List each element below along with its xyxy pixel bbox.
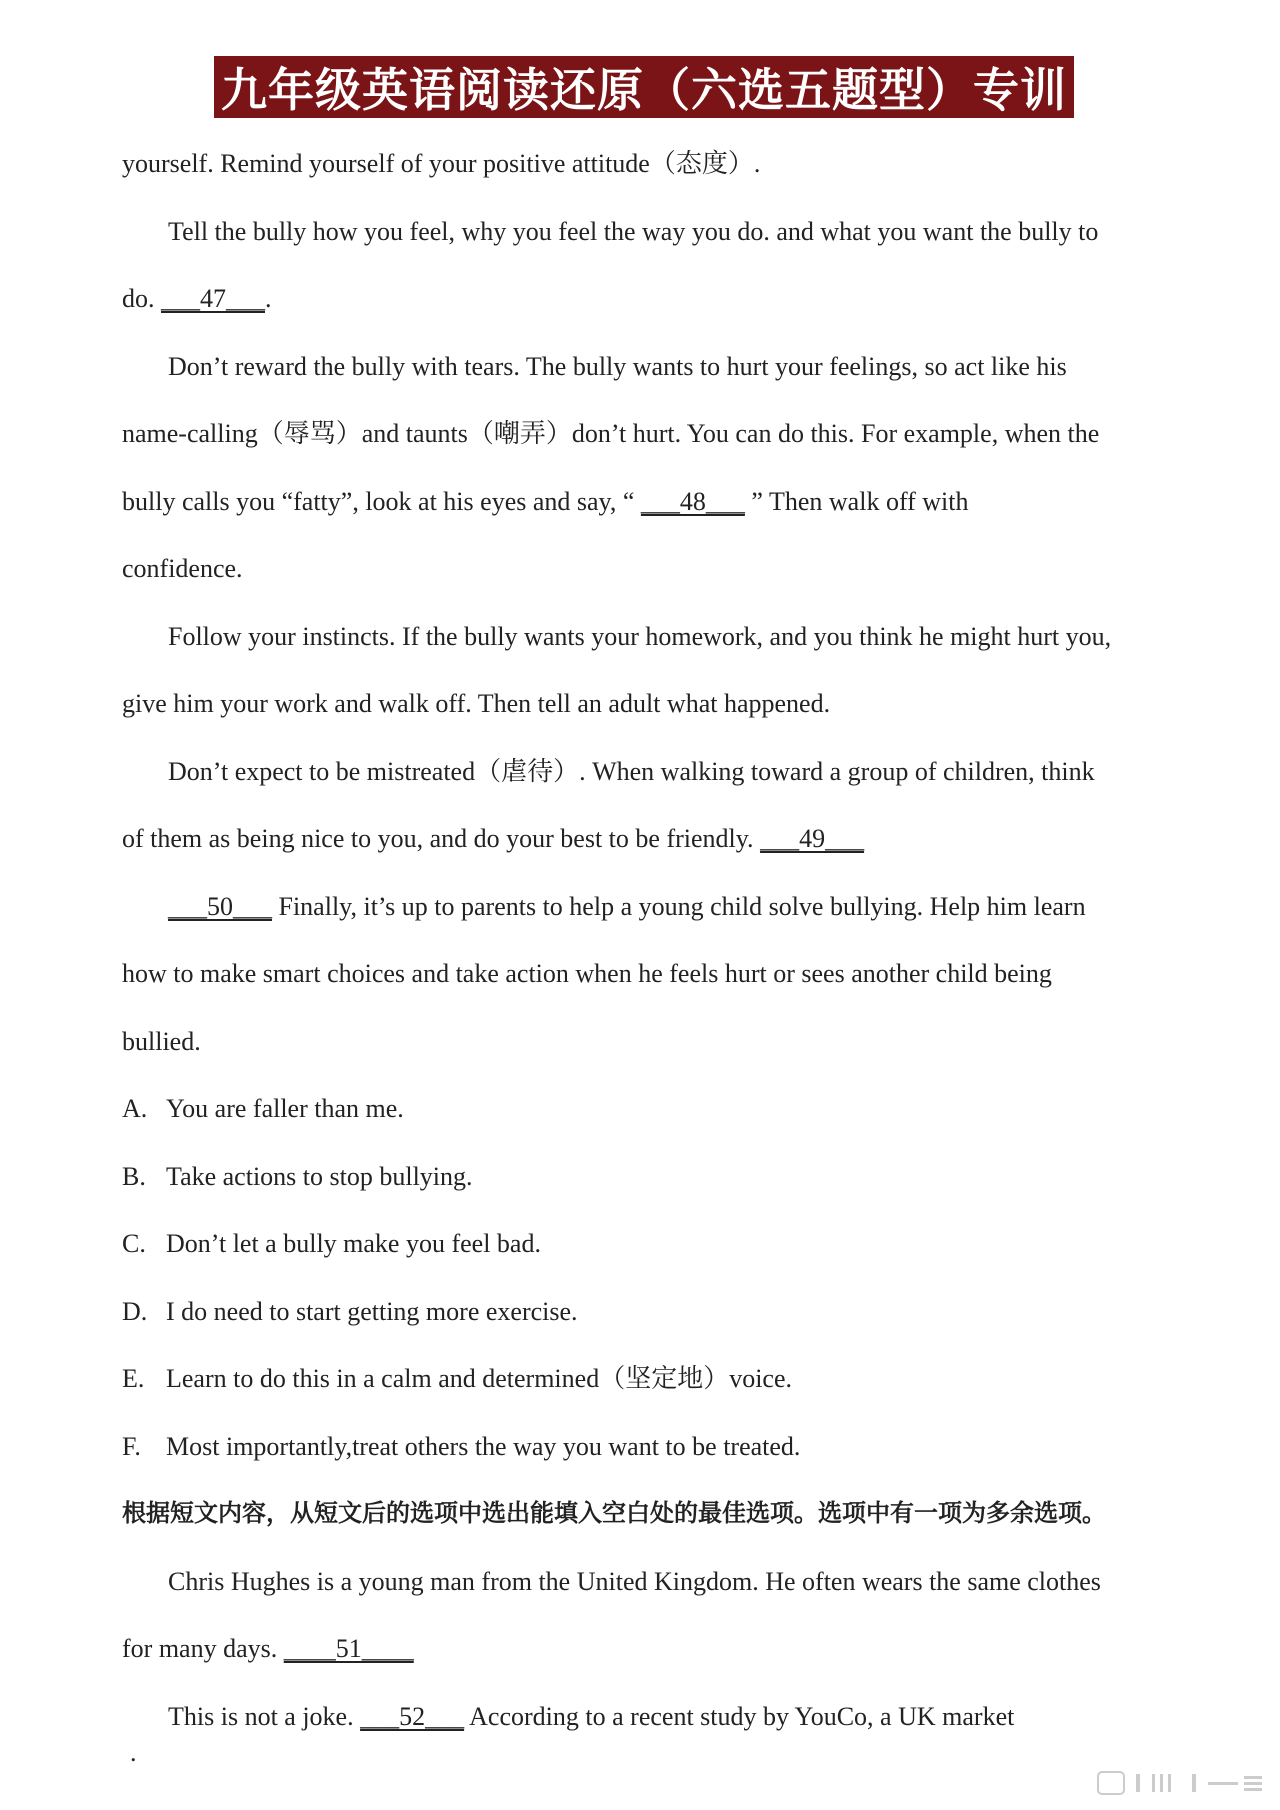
text-fragment: for many days.	[122, 1634, 284, 1663]
option-letter: E.	[122, 1364, 145, 1393]
text-fragment: According to a recent study by YouCo, a UK market	[464, 1701, 1015, 1731]
text-line: confidence.	[122, 554, 243, 583]
text-fragment: do.	[122, 284, 161, 313]
option-b	[122, 1143, 1182, 1211]
option-letter: A.	[122, 1094, 148, 1123]
text-line	[122, 873, 1182, 941]
text-line: yourself. Remind yourself of your positive attitude（态度）.	[122, 149, 761, 178]
option-e	[122, 1345, 1182, 1413]
blank-52: ___52___	[360, 1701, 465, 1731]
text-line	[122, 265, 1182, 333]
text-line: how to make smart choices and take action when he feels hurt or sees another child being	[122, 959, 1052, 988]
page-indicator-icon	[1096, 1770, 1266, 1796]
option-f	[122, 1413, 1182, 1481]
instruction-text: 根据短文内容，从短文后的选项中选出能填入空白处的最佳选项。选项中有一项为多余选项。	[122, 1499, 1106, 1527]
text-fragment: bully calls you “fatty”, look at his eyes and say, “	[122, 486, 641, 516]
blank-51: ____51____	[283, 1634, 414, 1663]
option-c	[122, 1210, 1182, 1278]
option-letter: C.	[122, 1229, 146, 1258]
text-fragment: .	[265, 284, 272, 313]
text-line: Tell the bully how you feel, why you feel the way you do. and what you want the bully to	[168, 216, 1099, 246]
text-fragment: This is not a joke.	[168, 1701, 361, 1731]
option-text: I do need to start getting more exercise.	[166, 1296, 578, 1326]
text-fragment: ” Then walk off with	[744, 486, 969, 516]
option-text: You are faller than me.	[166, 1094, 404, 1123]
option-text: Learn to do this in a calm and determined（坚定地）voice.	[166, 1364, 792, 1393]
text-line: Don’t expect to be mistreated（虐待）. When walking toward a group of children, think	[168, 756, 1095, 786]
option-letter: D.	[122, 1296, 148, 1326]
option-text: Don’t let a bully make you feel bad.	[166, 1229, 541, 1258]
text-line	[122, 1683, 1182, 1751]
option-text: Take actions to stop bullying.	[166, 1161, 473, 1191]
option-d	[122, 1278, 1182, 1346]
option-letter: F.	[122, 1431, 141, 1461]
option-a	[122, 1075, 1182, 1143]
option-text: Most importantly,treat others the way you want to be treated.	[166, 1431, 801, 1461]
text-line: give him your work and walk off. Then tell an adult what happened.	[122, 689, 831, 718]
text-line	[122, 1615, 1182, 1683]
text-line: Don’t reward the bully with tears. The bully wants to hurt your feelings, so act like his	[168, 351, 1067, 381]
text-fragment: Finally, it’s up to parents to help a young child solve bullying. Help him learn	[272, 891, 1086, 921]
footer-mark: .	[130, 1738, 137, 1767]
text-line: Chris Hughes is a young man from the United Kingdom. He often wears the same clothes	[168, 1566, 1101, 1596]
text-line	[122, 468, 1182, 536]
blank-48: ___48___	[640, 486, 745, 516]
blank-49: ___49___	[760, 824, 865, 853]
page-title: 九年级英语阅读还原（六选五题型）专训	[221, 63, 1067, 117]
text-fragment: of them as being nice to you, and do your best to be friendly.	[122, 824, 761, 853]
document-body	[122, 130, 1182, 1750]
text-line: name-calling（辱骂）and taunts（嘲弄）don’t hurt. You can do this. For example, when the	[122, 419, 1100, 448]
text-line: bullied.	[122, 1026, 201, 1056]
option-letter: B.	[122, 1161, 146, 1191]
blank-50: ___50___	[168, 891, 272, 921]
text-line: Follow your instincts. If the bully wants your homework, and you think he might hurt you,	[168, 621, 1112, 651]
text-line	[122, 805, 1182, 873]
title-banner	[214, 56, 1074, 118]
blank-47: ___47___	[161, 284, 265, 313]
